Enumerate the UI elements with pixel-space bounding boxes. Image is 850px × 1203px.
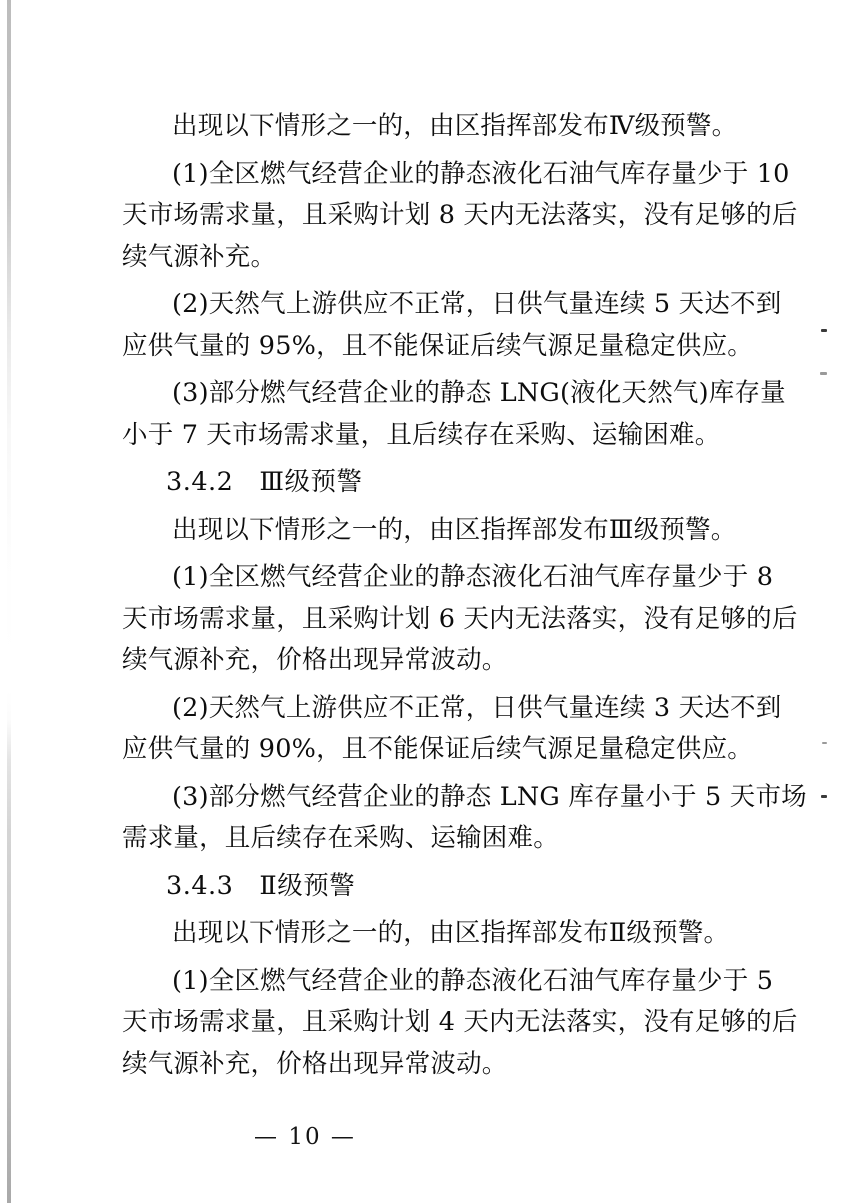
scan-speck xyxy=(821,329,827,332)
text-line: (2)天然气上游供应不正常，日供气量连续 3 天达不到 xyxy=(172,692,782,723)
text-line: 续气源补充，价格出现异常波动。 xyxy=(122,645,508,675)
scan-speck xyxy=(820,372,827,375)
text-line: 应供气量的 90%，且不能保证后续气源足量稳定供应。 xyxy=(122,734,753,764)
paragraph xyxy=(122,510,737,552)
text-line: 出现以下情形之一的，由区指挥部发布Ⅱ级预警。 xyxy=(172,918,730,948)
paragraph xyxy=(122,284,782,367)
paragraph xyxy=(122,961,798,1086)
text-line: 应供气量的 95%，且不能保证后续气源足量稳定供应。 xyxy=(122,330,753,361)
paragraph xyxy=(122,106,738,148)
page-footer xyxy=(0,1124,850,1150)
document-body xyxy=(122,106,807,1085)
text-line: 需求量，且后续存在采购、运输困难。 xyxy=(122,823,559,853)
text-line: 天市场需求量，且采购计划 8 天内无法落实，没有足够的后 xyxy=(122,200,798,230)
text-line: (1)全区燃气经营企业的静态液化石油气库存量少于 5 xyxy=(172,965,774,996)
text-line: 出现以下情形之一的，由区指挥部发布Ⅲ级预警。 xyxy=(172,514,737,545)
text-line: 续气源补充，价格出现异常波动。 xyxy=(122,1048,508,1079)
paragraph xyxy=(122,688,782,771)
paragraph xyxy=(122,913,730,955)
text-line: (1)全区燃气经营企业的静态液化石油气库存量少于 8 xyxy=(172,562,774,592)
heading-line: 3.4.3 Ⅱ级预警 xyxy=(166,870,356,901)
text-line: (2)天然气上游供应不正常，日供气量连续 5 天达不到 xyxy=(172,289,782,319)
text-line: (3)部分燃气经营企业的静态 LNG(液化天然气)库存量 xyxy=(172,378,786,408)
section-heading xyxy=(122,866,722,908)
scan-speck xyxy=(821,795,827,798)
text-line: 续气源补充。 xyxy=(122,241,277,272)
text-line: 天市场需求量，且采购计划 6 天内无法落实，没有足够的后 xyxy=(122,603,798,634)
text-line: 出现以下情形之一的，由区指挥部发布Ⅳ级预警。 xyxy=(172,111,738,141)
heading-line: 3.4.2 Ⅲ级预警 xyxy=(166,467,363,497)
scan-speck xyxy=(822,742,827,744)
page-number: — 10 — xyxy=(254,1124,356,1150)
text-line: 小于 7 天市场需求量，且后续存在采购、运输困难。 xyxy=(122,419,721,450)
paragraph xyxy=(122,557,798,682)
paragraph xyxy=(122,154,798,279)
paragraph xyxy=(122,373,786,456)
text-line: 天市场需求量，且采购计划 4 天内无法落实，没有足够的后 xyxy=(122,1007,798,1037)
scan-artifact-left-streak xyxy=(7,0,11,1203)
text-line: (1)全区燃气经营企业的静态液化石油气库存量少于 10 xyxy=(172,158,790,189)
section-heading xyxy=(122,462,722,504)
paragraph xyxy=(122,777,807,860)
text-line: (3)部分燃气经营企业的静态 LNG 库存量小于 5 天市场 xyxy=(172,781,807,812)
